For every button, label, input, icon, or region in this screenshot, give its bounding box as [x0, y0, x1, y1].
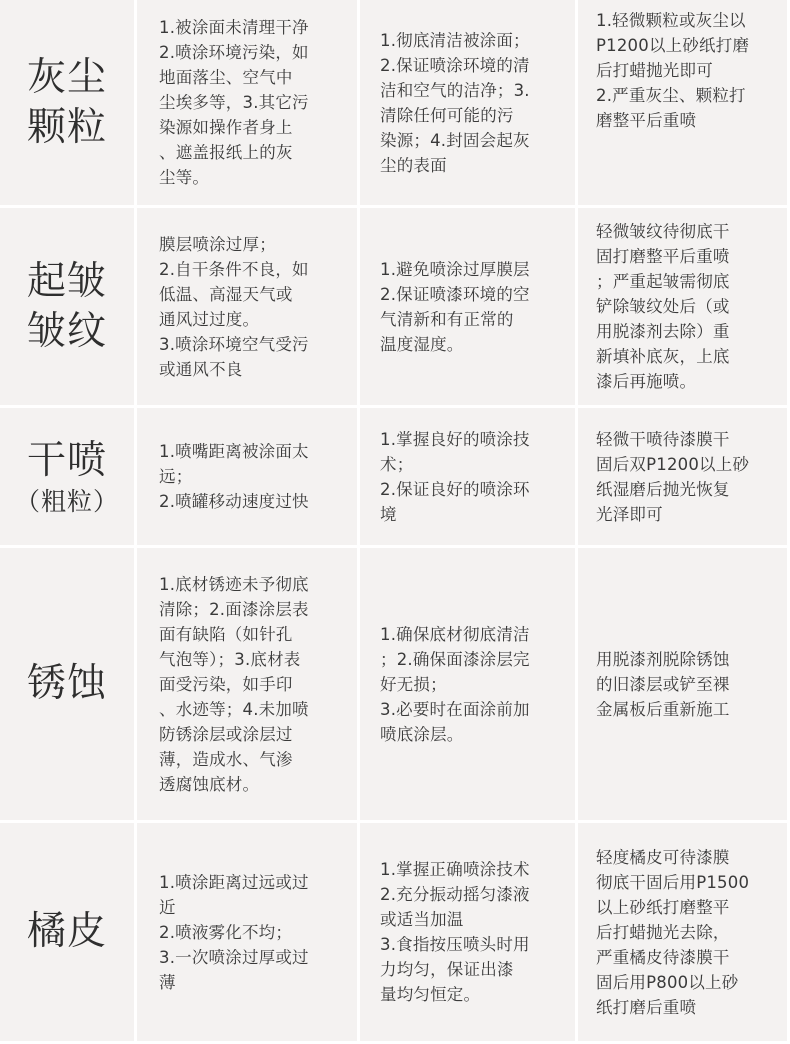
- prevention-text: 1.掌握正确喷涂技术 2.充分振动摇匀漆液 或适当加温 3.食指按压喷头时用 力均匀，保证出漆 量均匀恒定。: [380, 860, 530, 1004]
- prevention-text: 1.掌握良好的喷涂技 术； 2.保证良好的喷涂环 境: [380, 429, 530, 524]
- defect-subname: （粗粒）: [14, 486, 119, 516]
- prevention-text: 1.确保底材彻底清洁 ；2.确保面漆涂层完 好无损； 3.必要时在面涂前加 喷底涂层。: [380, 624, 530, 744]
- cause-cell: [137, 208, 360, 408]
- prevention-cell: [360, 823, 578, 1044]
- prevention-cell: [360, 548, 578, 823]
- remedy-cell: [578, 408, 790, 548]
- remedy-text: 用脱漆剂脱除锈蚀 的旧漆层或铲至裸 金属板后重新施工: [596, 649, 730, 719]
- defect-name-cell: [0, 208, 137, 408]
- defect-name: 起皱 皱纹: [26, 258, 107, 354]
- remedy-cell: [578, 0, 790, 208]
- prevention-text: 1.彻底清洁被涂面； 2.保证喷涂环境的清 洁和空气的洁净；3. 清除任何可能的污 染源；4.封固会起灰 尘的表面: [380, 30, 530, 175]
- defect-name: 干喷: [26, 437, 107, 483]
- prevention-text: 1.避免喷涂过厚膜层 2.保证喷漆环境的空 气清新和有正常的 温度湿度。: [380, 259, 530, 354]
- remedy-cell: [578, 208, 790, 408]
- remedy-cell: [578, 548, 790, 823]
- cause-text: 膜层喷涂过厚； 2.自干条件不良，如 低温、高湿天气或 通风过过度。 3.喷涂环境空气受污 或通风不良: [159, 234, 309, 379]
- prevention-cell: [360, 0, 578, 208]
- prevention-cell: [360, 408, 578, 548]
- cause-cell: [137, 823, 360, 1044]
- cause-cell: [137, 0, 360, 208]
- cause-cell: [137, 548, 360, 823]
- defect-name-cell: [0, 823, 137, 1044]
- defect-name-cell: [0, 548, 137, 823]
- remedy-text: 轻度橘皮可待漆膜 彻底干固后用P1500 以上砂纸打磨整平 后打蜡抛光去除， 严重橘皮待漆膜干 固后用P800以上砂 纸打磨后重喷: [596, 847, 750, 1017]
- defect-name-cell: [0, 408, 137, 548]
- cause-text: 1.被涂面未清理干净 2.喷涂环境污染，如 地面落尘、空气中 尘埃多等，3.其它污 染源如操作者身上 、遮盖报纸上的灰 尘等。: [159, 18, 309, 187]
- remedy-text: 轻微皱纹待彻底干 固打磨整平后重喷 ；严重起皱需彻底 铲除皱纹处后（或 用脱漆剂去除）重 新填补底灰，上底 漆后再施喷。: [596, 222, 730, 391]
- cause-text: 1.喷嘴距离被涂面太 远； 2.喷罐移动速度过快: [159, 442, 309, 511]
- cause-text: 1.喷涂距离过远或过 近 2.喷液雾化不均； 3.一次喷涂过厚或过 薄: [159, 872, 309, 992]
- remedy-text: 1.轻微颗粒或灰尘以 P1200以上砂纸打磨 后打蜡抛光即可 2.严重灰尘、颗粒打 磨整平后重喷: [596, 11, 750, 130]
- defect-name: 橘皮: [26, 909, 107, 954]
- cause-text: 1.底材锈迹未予彻底 清除；2.面漆涂层表 面有缺陷（如针孔 气泡等）；3.底材表 面受污染，如手印 、水迹等；4.未加喷 防锈涂层或涂层过 薄，造成水、气渗 透腐蚀底材。: [159, 574, 309, 794]
- prevention-cell: [360, 208, 578, 408]
- defect-name: 灰尘 颗粒: [26, 54, 107, 150]
- defect-name: 锈蚀: [26, 661, 107, 706]
- cause-cell: [137, 408, 360, 548]
- remedy-cell: [578, 823, 790, 1044]
- remedy-text: 轻微干喷待漆膜干 固后双P1200以上砂 纸湿磨后抛光恢复 光泽即可: [596, 429, 750, 524]
- defect-name-cell: [0, 0, 137, 208]
